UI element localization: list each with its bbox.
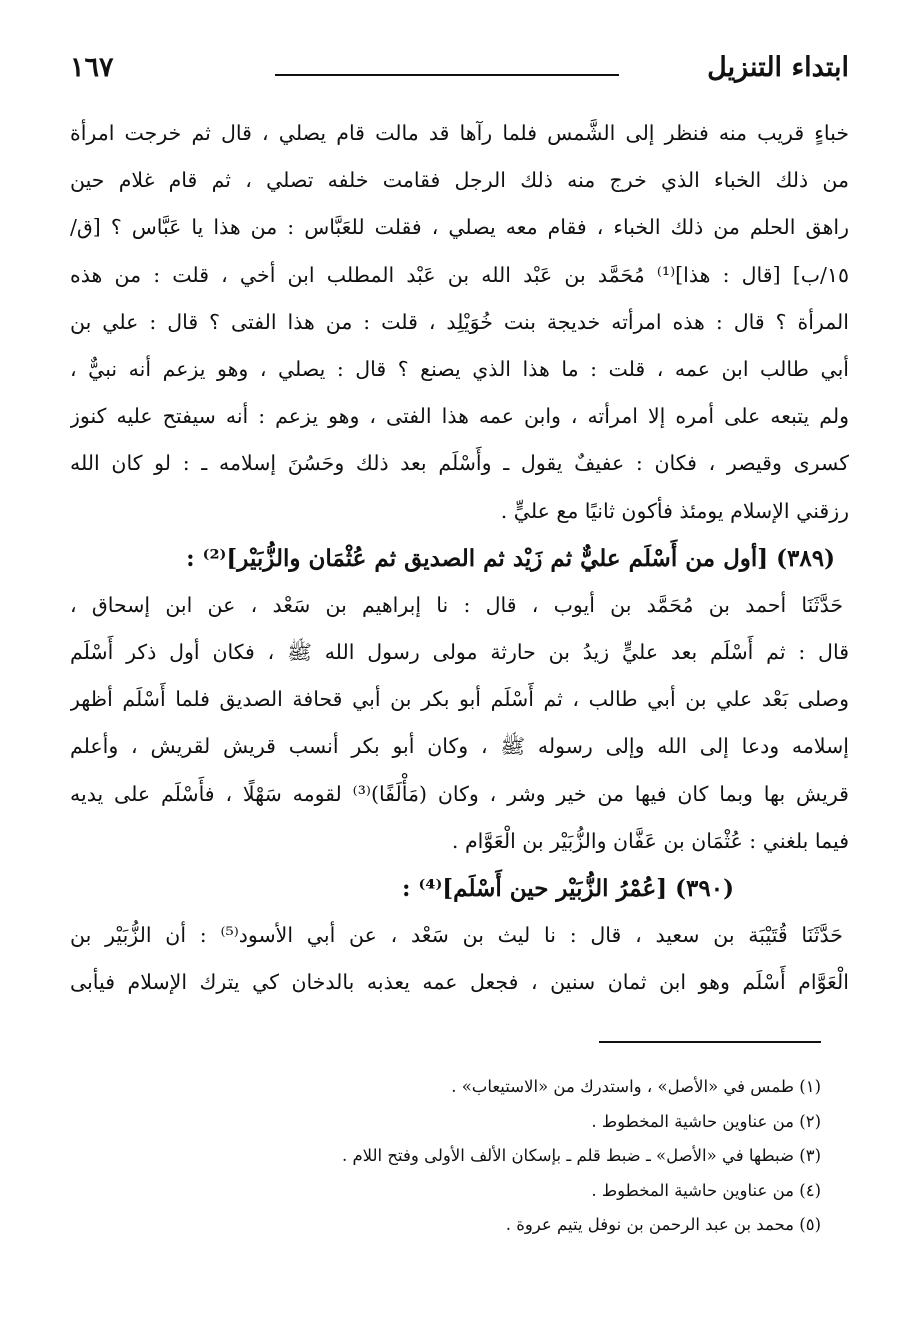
section-heading-390: (٣٩٠) [عُمْرُ الزُّبَيْر حين أَسْلَم]⁽⁴⁾ : <box>402 875 734 902</box>
text-line: قال : ثم أَسْلَم بعد عليٍّ زيدُ بن حارثة مولى رسول الله ﷺ ، فكان أول ذكر أَسْلَم <box>70 640 849 665</box>
footnote: (٢) من عناوين حاشية المخطوط . <box>591 1111 821 1131</box>
text-line: خباءٍ قريب منه فنظر إلى الشَّمس فلما رآها قد مالت قام يصلي ، قال ثم خرجت امرأة <box>70 121 849 145</box>
footnotes <box>70 1070 821 1243</box>
footnote: (٤) من عناوين حاشية المخطوط . <box>591 1180 821 1200</box>
footnote: (٣) ضبطها في «الأصل» ـ ضبط قلم ـ بإسكان الألف الأولى وفتح اللام . <box>341 1146 821 1166</box>
page-header <box>70 52 849 96</box>
text-line: راهق الحلم من ذلك الخباء ، فقام معه يصلي ، فقلت للعَبَّاس : من هذا يا عَبَّاس ؟ [ق/ <box>70 215 849 240</box>
page-number: ١٦٧ <box>70 52 114 83</box>
text-line: إسلامه ودعا إلى الله وإلى رسوله ﷺ ، وكان أبو بكر أنسب قريش لقريش ، وأعلم <box>70 734 849 759</box>
text-line: حَدَّثَنَا أحمد بن مُحَمَّد بن أيوب ، قال : نا إبراهيم بن سَعْد ، عن ابن إسحاق ، <box>70 592 843 617</box>
main-text <box>70 110 849 1007</box>
text-line: حَدَّثَنَا قُتَيْبَة بن سعيد ، قال : نا ليث بن سَعْد ، عن أبي الأسود⁽⁵⁾ : أن الزُّبَيْر بن <box>70 923 843 948</box>
text-line: ١٥/ب] [قال : هذا]⁽¹⁾ مُحَمَّد بن عَبْد الله بن عَبْد المطلب ابن أخي ، قلت : من هذه <box>70 262 849 287</box>
text-line: أبي طالب ابن عمه ، قلت : ما هذا الذي يصنع ؟ قال : يصلي ، وهو يزعم أنه نبيٌّ ، <box>70 356 849 381</box>
running-title: ابتداء التنزيل <box>707 52 849 83</box>
header-rule <box>275 74 619 76</box>
text-line: رزقني الإسلام يومئذ فأكون ثانيًا مع عليٍّ . <box>500 498 849 523</box>
text-line: قريش بها وبما كان فيها من خير وشر ، وكان (مَأْلَفًا)⁽³⁾ لقومه سَهْلًا ، فأَسْلَم على يديه <box>70 781 849 806</box>
text-line: فيما بلغني : عُثْمَان بن عَفَّان والزُّبَيْر بن الْعَوَّام . <box>451 828 849 853</box>
footnote: (٥) محمد بن عبد الرحمن بن نوفل يتيم عروة . <box>505 1215 821 1235</box>
text-line: من ذلك الخباء الذي خرج منه ذلك الرجل فقامت خلفه تصلي ، ثم قام غلام حين <box>70 168 849 193</box>
text-line: وصلى بَعْد علي بن أبي طالب ، ثم أَسْلَم أبو بكر بن أبي قحافة الصديق فلما أَسْلَم أظهر <box>70 687 849 712</box>
text-line: كسرى وقيصر ، فكان : عفيفٌ يقول ـ وأَسْلَم بعد ذلك وحَسُنَ إسلامه ـ : لو كان الله <box>70 451 849 476</box>
text-line: ولم يتبعه على أمره إلا امرأته ، وابن عمه هذا الفتى ، وهو يزعم : أنه سيفتح عليه كنوز <box>70 404 849 429</box>
section-heading-389: (٣٨٩) [أول من أَسْلَم عليٌّ ثم زَيْد ثم الصديق ثم عُثْمَان والزُّبَيْر]⁽²⁾ : <box>186 544 835 572</box>
footnote-separator <box>599 1041 821 1043</box>
text-line: الْعَوَّام أَسْلَم وهو ابن ثمان سنين ، فجعل عمه يعذبه بالدخان كي يترك الإسلام فيأبى <box>70 970 849 995</box>
text-line: المرأة ؟ قال : هذه امرأته خديجة بنت خُوَيْلِد ، قلت : من هذا الفتى ؟ قال : علي بن <box>70 309 849 334</box>
footnote: (١) طمس في «الأصل» ، واستدرك من «الاستيعاب» . <box>451 1077 821 1096</box>
